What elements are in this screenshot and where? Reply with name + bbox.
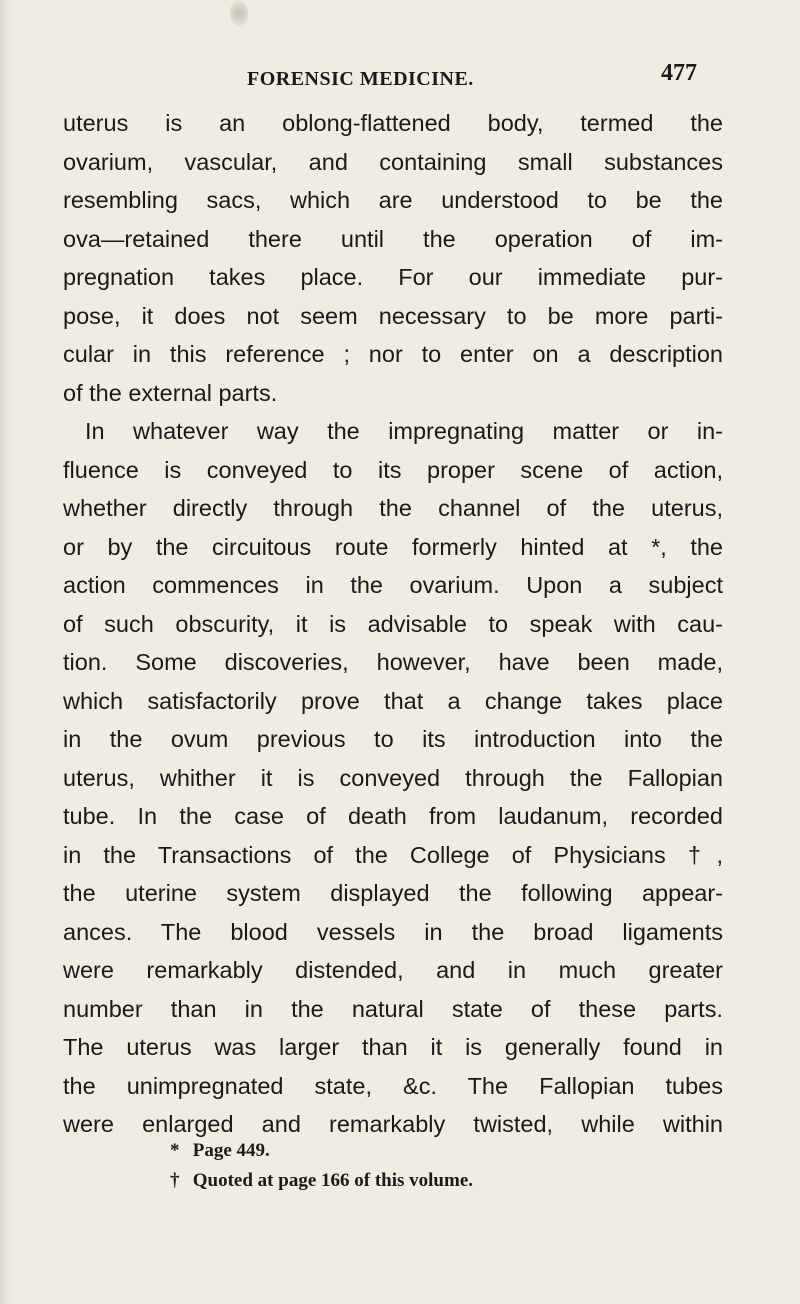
text-line: The uterus was larger than it is generally found in (63, 1034, 723, 1060)
text-line: number than in the natural state of these parts. (63, 995, 723, 1022)
footnote-text: Page 449. (192, 1140, 270, 1161)
page-number: 477 (661, 60, 697, 86)
text-line: ova—retained there until the operation of im- (63, 225, 723, 252)
text-line: the uterine system displayed the following appear- (63, 880, 723, 906)
text-line: ances. The blood vessels in the broad ligaments (63, 918, 723, 945)
text-line: uterus is an oblong-flattened body, termed the (63, 110, 723, 136)
text-line: tube. In the case of death from laudanum, recorded (63, 803, 723, 829)
text-line: uterus, whither it is conveyed through the Fallopian (63, 764, 723, 791)
text-line: in the ovum previous to its introduction into the (63, 726, 723, 752)
text-line: in the Transactions of the College of Physicians †, (63, 841, 723, 868)
running-head: FORENSIC MEDICINE. (247, 68, 474, 90)
text-line: were enlarged and remarkably twisted, while within (63, 1111, 723, 1137)
text-line: were remarkably distended, and in much greater (63, 957, 723, 983)
text-line: In whatever way the impregnating matter or in- (85, 418, 723, 444)
text-line: ovarium, vascular, and containing small substances (63, 148, 723, 175)
footnote (170, 1136, 590, 1166)
text-line: which satisfactorily prove that a change takes place (63, 687, 723, 714)
footnote-mark: * (170, 1140, 180, 1161)
binding-edge (0, 0, 10, 1304)
footnotes (170, 1136, 590, 1196)
text-line: fluence is conveyed to its proper scene of action, (63, 456, 723, 483)
text-line: pregnation takes place. For our immediate pur- (63, 264, 723, 290)
text-line: resembling sacs, which are understood to be the (63, 187, 723, 213)
text-line: cular in this reference ; nor to enter on a description (63, 341, 723, 367)
body-text (63, 104, 723, 1144)
footnote-text: Quoted at page 166 of this volume. (192, 1170, 473, 1191)
text-line: pose, it does not seem necessary to be more parti- (63, 302, 723, 329)
text-line: of the external parts. (63, 379, 278, 406)
text-line: the unimpregnated state, &c. The Fallopian tubes (63, 1072, 723, 1099)
text-line: whether directly through the channel of the uterus, (63, 495, 723, 521)
page-stain (230, 0, 248, 26)
text-line: of such obscurity, it is advisable to speak with cau- (63, 610, 723, 637)
text-line: or by the circuitous route formerly hinted at *, the (63, 533, 723, 560)
text-line: tion. Some discoveries, however, have been made, (63, 649, 723, 675)
page-header (247, 60, 697, 104)
text-line: action commences in the ovarium. Upon a subject (63, 572, 723, 598)
footnote (170, 1166, 590, 1196)
footnote-mark: † (170, 1170, 180, 1191)
